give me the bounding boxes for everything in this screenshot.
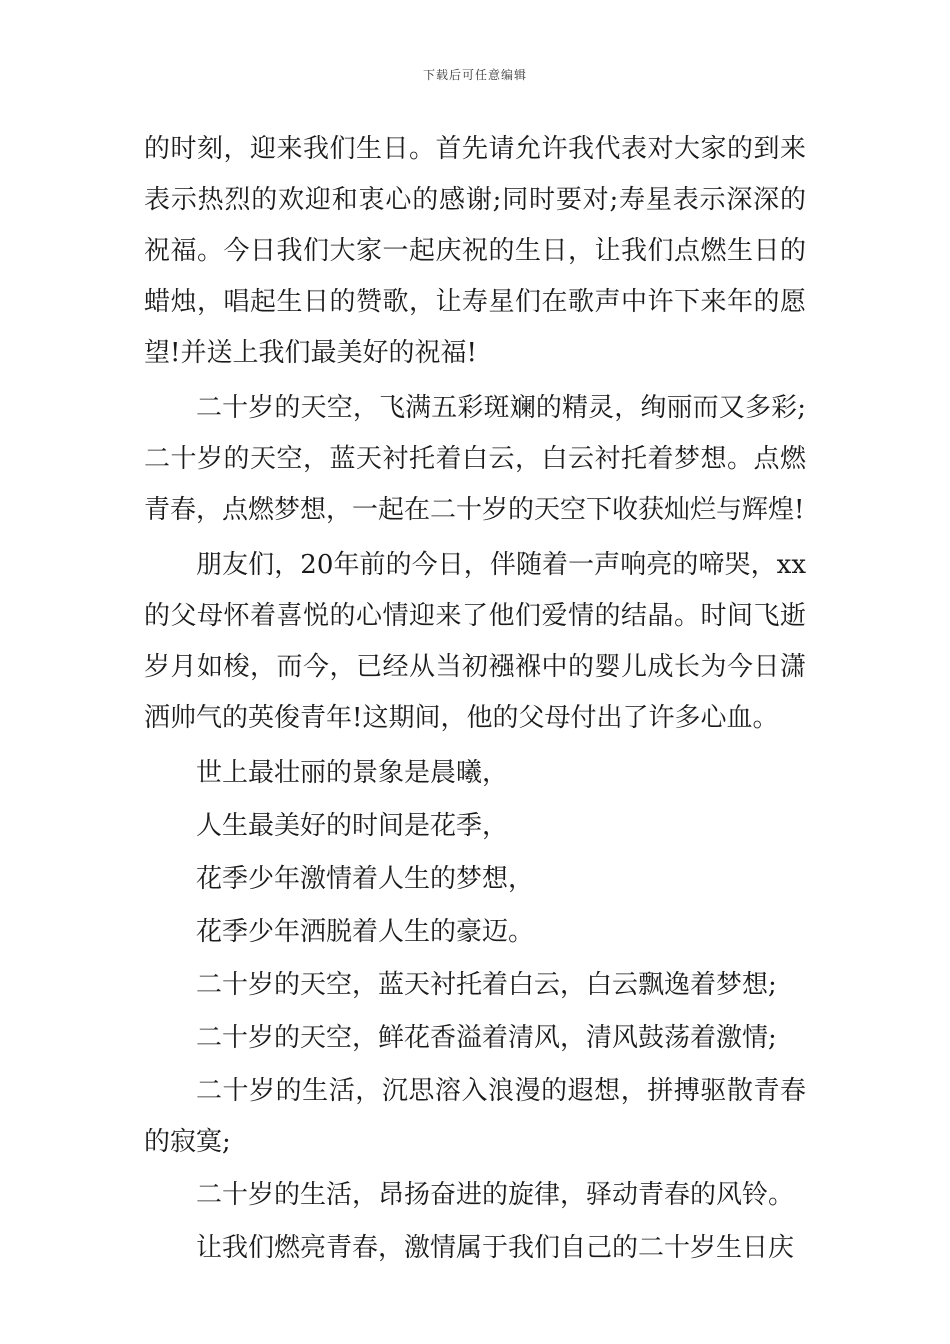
document-body [144, 124, 806, 1274]
header-note: 下载后可任意编辑 [422, 68, 527, 82]
verse-line-7: 二十岁的生活，沉思溶入浪漫的遐想，拼搏驱散青春的寂寞; [144, 1076, 806, 1157]
verse-line-8: 二十岁的生活，昂扬奋进的旋律，驿动青春的风铃。 [196, 1180, 795, 1210]
verse-line-4: 花季少年洒脱着人生的豪迈。 [196, 917, 535, 947]
paragraph-closing: 让我们燃亮青春，激情属于我们自己的二十岁生日庆 [196, 1233, 795, 1263]
paragraph-opening: 的时刻，迎来我们生日。首先请允许我代表对大家的到来表示热烈的欢迎和衷心的感谢;同时要对;寿星表示深深的祝福。今日我们大家一起庆祝的生日，让我们点燃生日的蜡烛，唱起生日的赞歌，让寿星们在歌声中许下来年的愿望!并送上我们最美好的祝福! [144, 134, 806, 368]
verse-line-2: 人生最美好的时间是花季， [196, 811, 509, 841]
paragraph-sky: 二十岁的天空，飞满五彩斑斓的精灵，绚丽而又多彩;二十岁的天空，蓝天衬托着白云，白云衬托着梦想。点燃青春，点燃梦想，一起在二十岁的天空下收获灿烂与辉煌! [144, 393, 806, 525]
paragraph-friends: 朋友们，20年前的今日，伴随着一声响亮的啼哭，xx的父母怀着喜悦的心情迎来了他们爱情的结晶。时间飞逝岁月如梭，而今，已经从当初襁褓中的婴儿成长为今日潇洒帅气的英俊青年!这期间，他的父母付出了许多心血。 [144, 550, 806, 733]
verse-line-3: 花季少年激情着人生的梦想， [196, 864, 535, 894]
verse-line-5: 二十岁的天空，蓝天衬托着白云，白云飘逸着梦想; [196, 970, 777, 1000]
verse-line-1: 世上最壮丽的景象是晨曦， [196, 758, 509, 788]
verse-line-6: 二十岁的天空，鲜花香溢着清风，清风鼓荡着激情; [196, 1023, 777, 1053]
